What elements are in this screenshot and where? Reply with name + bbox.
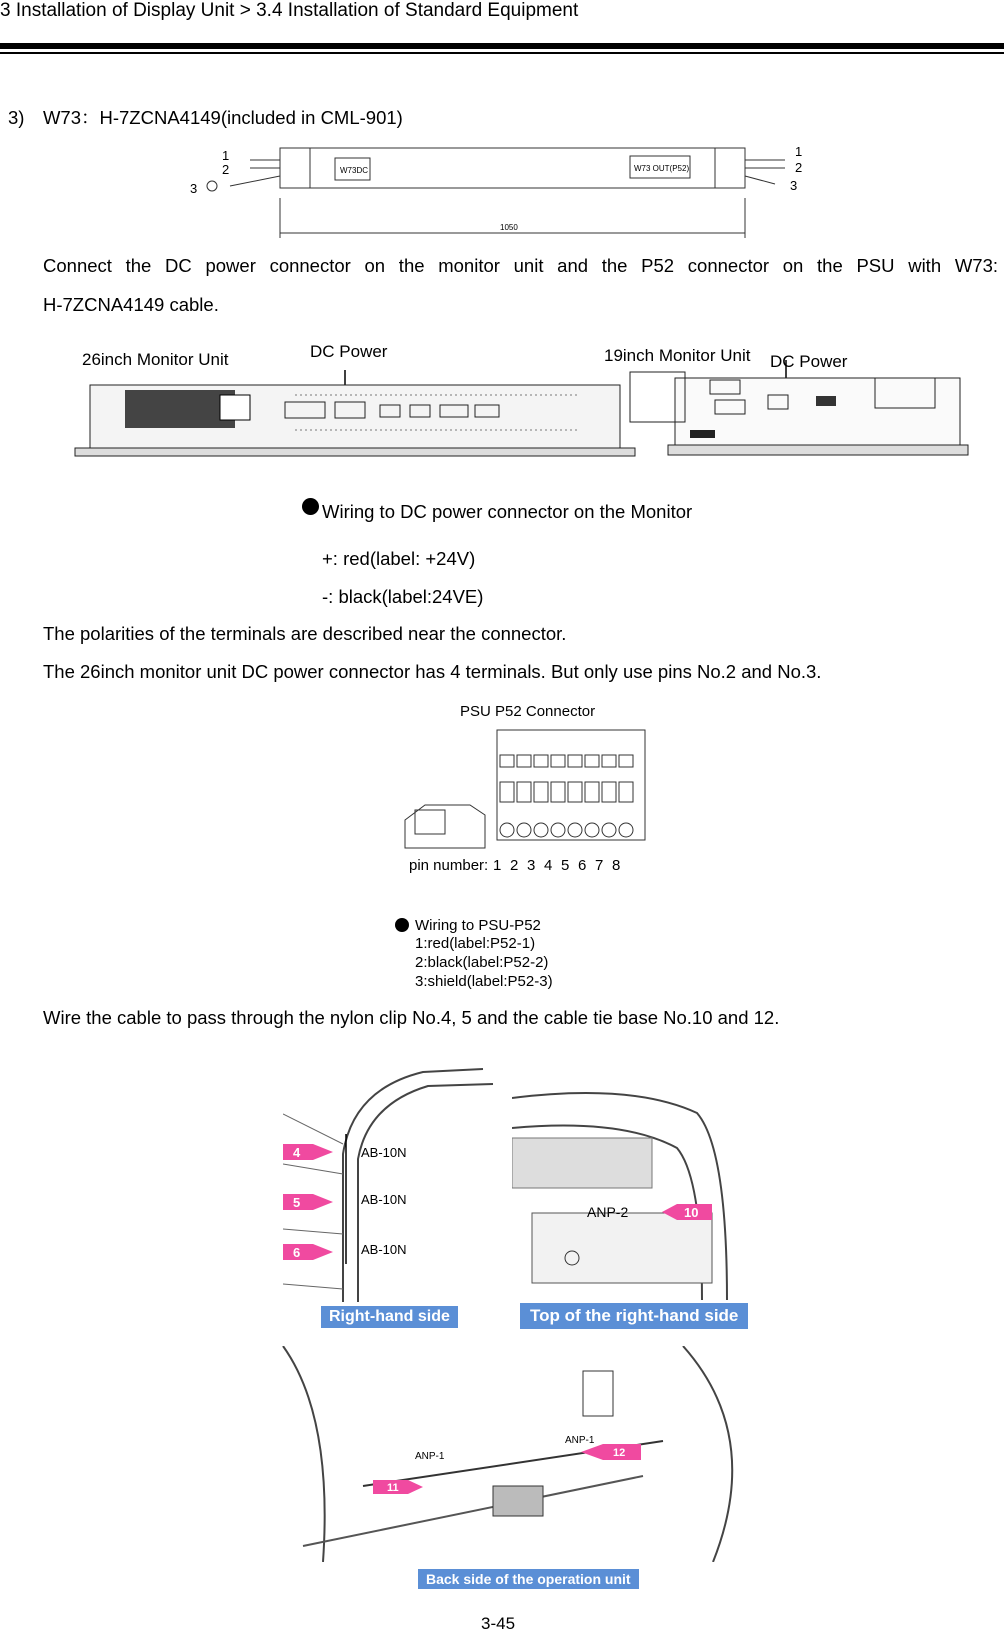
psu-pin-6: 6 — [578, 857, 587, 874]
psu-wiring-line1: 1:red(label:P52-1) — [415, 935, 536, 952]
psu-wiring-line2: 2:black(label:P52-2) — [415, 954, 549, 971]
label-dc-power-left: DC Power — [310, 342, 388, 361]
paragraph-terminals: The 26inch monitor unit DC power connector has 4 terminals. But only use pins No.2 and No.3. — [43, 661, 822, 682]
wiring-monitor-minus: -: black(label:24VE) — [322, 586, 484, 607]
marker-11: 11 — [387, 1482, 399, 1494]
photo-right-hand-side — [283, 1044, 503, 1302]
cable-tag-right: W73 OUT(P52) — [634, 164, 690, 173]
cable-pin-1-right: 1 — [795, 144, 803, 159]
paragraph-polarities: The polarities of the terminals are described near the connector. — [43, 623, 567, 644]
label-19inch-monitor: 19inch Monitor Unit — [604, 346, 751, 365]
page-header: 3 Installation of Display Unit > 3.4 Installation of Standard Equipment — [0, 0, 579, 21]
part-label-anp2: ANP-2 — [587, 1204, 629, 1220]
cable-pin-2-right: 2 — [795, 160, 803, 175]
psu-pin-2: 2 — [510, 857, 519, 874]
cable-drawing — [190, 138, 830, 248]
caption-right-hand-side: Right-hand side — [321, 1306, 458, 1328]
bullet-dot-psu — [395, 918, 409, 932]
bullet-dot-monitor — [302, 498, 319, 515]
marker-4: 4 — [293, 1145, 301, 1160]
psu-pin-3: 3 — [527, 857, 536, 874]
wiring-monitor-title: Wiring to DC power connector on the Monitor — [322, 501, 693, 522]
cable-pin-2-left: 2 — [222, 162, 230, 177]
header-rule — [0, 43, 1004, 49]
page-number: 3-45 — [481, 1614, 516, 1633]
paragraph-connect-cont: H-7ZCNA4149 cable. — [43, 294, 219, 315]
psu-pin-1: 1 — [493, 857, 502, 874]
header-rule-thin — [0, 52, 1004, 54]
cable-pin-1-left: 1 — [222, 148, 230, 163]
psu-pin-label: pin number: — [409, 857, 489, 874]
photo-top-right-hand-side — [512, 1068, 752, 1300]
section-title: 3) W73：H-7ZCNA4149(included in CML-901) — [8, 107, 403, 128]
psu-connector-drawing — [395, 720, 655, 875]
clip-label-3: AB-10N — [361, 1242, 407, 1257]
psu-wiring-line3: 3:shield(label:P52-3) — [415, 973, 553, 990]
marker-12: 12 — [613, 1447, 626, 1459]
cable-pin-3-right: 3 — [790, 178, 798, 193]
psu-pin-8: 8 — [612, 857, 621, 874]
label-dc-power-right: DC Power — [770, 352, 848, 371]
psu-pin-4: 4 — [544, 857, 553, 874]
clip-label-1: AB-10N — [361, 1145, 407, 1160]
caption-back-side: Back side of the operation unit — [418, 1569, 639, 1589]
psu-pin-5: 5 — [561, 857, 570, 874]
part-label-anp1-left: ANP-1 — [415, 1451, 445, 1462]
paragraph-wire-route: Wire the cable to pass through the nylon clip No.4, 5 and the cable tie base No.10 and 12. — [43, 1007, 780, 1028]
photo-back-side — [243, 1346, 801, 1562]
wiring-monitor-plus: +: red(label: +24V) — [322, 548, 476, 569]
cable-pin-3-left: 3 — [190, 181, 198, 196]
marker-5: 5 — [293, 1195, 301, 1210]
psu-pin-7: 7 — [595, 857, 604, 874]
clip-label-2: AB-10N — [361, 1192, 407, 1207]
psu-wiring-title: Wiring to PSU-P52 — [415, 917, 541, 934]
caption-top-right-hand-side: Top of the right-hand side — [520, 1303, 748, 1329]
cable-length: 1050 — [500, 223, 518, 232]
monitor-units-drawing — [70, 360, 970, 460]
part-label-anp1-right: ANP-1 — [565, 1435, 595, 1446]
label-26inch-monitor: 26inch Monitor Unit — [82, 350, 229, 369]
paragraph-connect: Connect the DC power connector on the monitor unit and the P52 connector on the PSU with W73: — [43, 255, 998, 276]
cable-tag-left: W73DC — [340, 166, 369, 175]
marker-10: 10 — [684, 1205, 699, 1220]
psu-connector-title: PSU P52 Connector — [460, 703, 596, 720]
marker-6: 6 — [293, 1245, 301, 1260]
